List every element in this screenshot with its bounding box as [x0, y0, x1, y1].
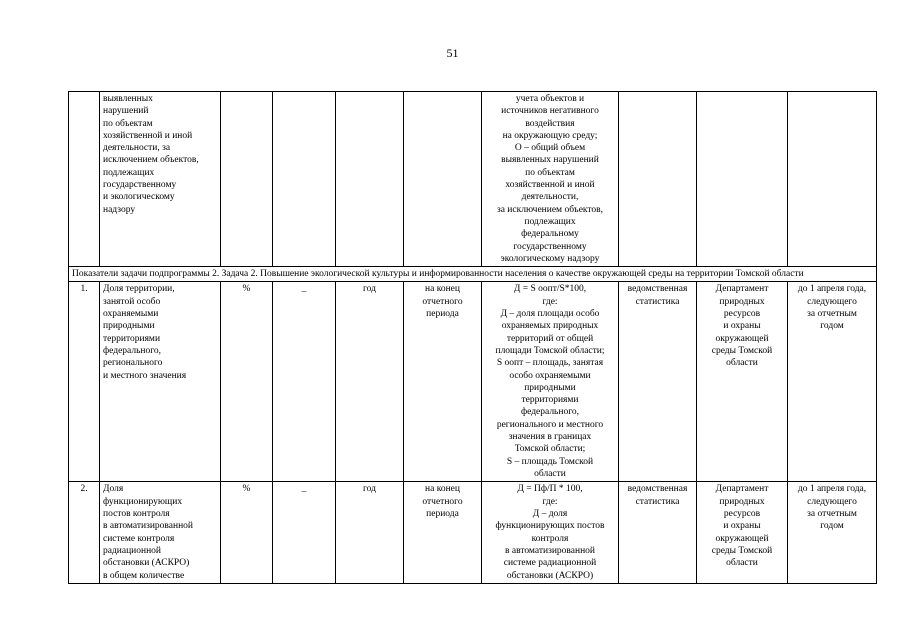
cell-deadline: до 1 апреля года, следующего за отчетным годом: [788, 282, 877, 482]
cell-formula: учета объектов и источников негативного воздействия на окружающую среду; О – общий объем выявленных нарушений по объектам хозяйственной и иной деятельности, за исключением объектов, подлежащих федеральному государственному экологическому надзору: [482, 92, 619, 267]
cell-dynamics: [273, 92, 336, 267]
cell-time-characteristic: на конец отчетного периода: [404, 482, 482, 584]
cell-responsible: [697, 92, 788, 267]
cell-indicator-name: Доля территории, занятой особо охраняемыми природными территориями федерального, регионального и местного значения: [100, 282, 221, 482]
cell-time-characteristic: на конец отчетного периода: [404, 282, 482, 482]
cell-source: ведомственная статистика: [619, 482, 697, 584]
cell-responsible: Департамент природных ресурсов и охраны окружающей среды Томской области: [697, 282, 788, 482]
cell-dynamics: _: [273, 282, 336, 482]
section-title: Показатели задачи подпрограммы 2. Задача 2. Повышение экологической культуры и информированности населения о качестве окружающей среды на территории Томской области: [69, 267, 877, 282]
table-row-1: [69, 282, 877, 482]
cell-source: ведомственная статистика: [619, 282, 697, 482]
cell-unit: %: [221, 282, 273, 482]
cell-num: 2.: [69, 482, 100, 584]
cell-indicator-name: выявленных нарушений по объектам хозяйственной и иной деятельности, за исключением объектов, подлежащих государственному и экологическому надзору: [100, 92, 221, 267]
cell-periodicity: год: [336, 482, 404, 584]
cell-source: [619, 92, 697, 267]
cell-responsible: Департамент природных ресурсов и охраны окружающей среды Томской области: [697, 482, 788, 584]
cell-num: [69, 92, 100, 267]
cell-deadline: до 1 апреля года, следующего за отчетным годом: [788, 482, 877, 584]
cell-unit: [221, 92, 273, 267]
cell-num: 1.: [69, 282, 100, 482]
cell-periodicity: [336, 92, 404, 267]
table-row-continuation: [69, 92, 877, 267]
cell-formula: Д = Пф/П * 100, где: Д – доля функционирующих постов контроля в автоматизированной системе радиационной обстановки (АСКРО): [482, 482, 619, 584]
cell-unit: %: [221, 482, 273, 584]
cell-periodicity: год: [336, 282, 404, 482]
cell-deadline: [788, 92, 877, 267]
cell-indicator-name: Доля функционирующих постов контроля в автоматизированной системе контроля радиационной обстановки (АСКРО) в общем количестве: [100, 482, 221, 584]
cell-dynamics: _: [273, 482, 336, 584]
cell-formula: Д = S оопт/S*100, где: Д – доля площади особо охраняемых природных территорий от общей площади Томской области; S оопт – площадь, занятая особо охраняемыми природными территориями федерального, регионального и местного значения в границах Томской области; S – площадь Томской области: [482, 282, 619, 482]
table-section-header: [69, 267, 877, 282]
table-row-2: [69, 482, 877, 584]
page-number: 51: [446, 46, 459, 60]
cell-time-characteristic: [404, 92, 482, 267]
indicators-table: [68, 91, 877, 584]
